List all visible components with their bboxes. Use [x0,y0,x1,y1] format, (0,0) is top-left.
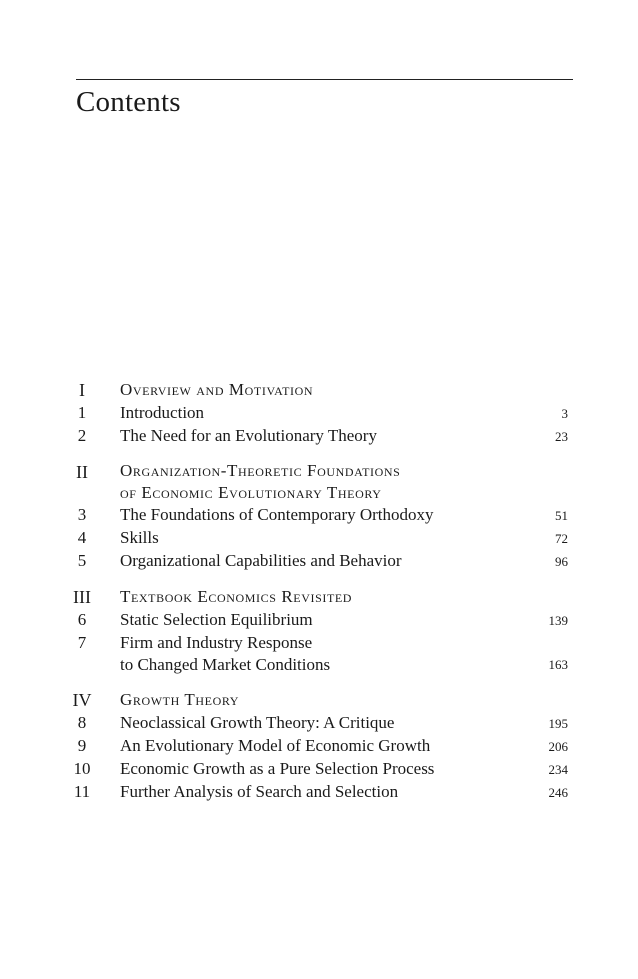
chapter-row [62,402,582,425]
chapter-number: 8 [77,713,87,732]
top-rule [76,79,573,80]
chapter-number: 3 [77,505,87,524]
chapter-title: Further Analysis of Search and Selection [120,782,399,801]
chapter-row [62,632,582,676]
chapter-title: The Foundations of Contemporary Orthodoxy [120,505,434,524]
chapter-title: Introduction [120,403,205,422]
chapter-number: 6 [77,610,87,629]
chapter-number: 10 [73,759,91,778]
chapter-row [62,425,582,448]
chapter-row [62,781,582,804]
part-numeral: I [79,380,85,400]
page-number: 234 [548,762,568,777]
page-title: Contents [76,86,181,118]
chapter-title: Economic Growth as a Pure Selection Process [120,759,435,778]
chapter-title: Firm and Industry Response to Changed Market Conditions [120,633,331,674]
chapter-title: Organizational Capabilities and Behavior [120,551,402,570]
table-of-contents [62,378,582,804]
part-title: Overview and Motivation [120,380,314,399]
part-title: Textbook Economics Revisited [120,587,353,606]
part-title: Organization-Theoretic Foundations of Economic Evolutionary Theory [120,461,401,502]
part-heading [62,460,582,504]
chapter-number: 5 [77,551,87,570]
page-number: 195 [548,716,568,731]
chapter-number: 11 [73,782,91,801]
page-number: 246 [548,785,568,800]
chapter-title: Neoclassical Growth Theory: A Critique [120,713,395,732]
page-number: 3 [561,406,568,421]
page-number: 51 [555,508,568,523]
part-title: Growth Theory [120,690,240,709]
chapter-title: An Evolutionary Model of Economic Growth [120,736,431,755]
part-numeral: IV [72,690,92,710]
page-number: 163 [548,657,568,672]
chapter-title: Skills [120,528,159,547]
part-numeral: III [73,587,91,607]
chapter-row [62,735,582,758]
part-heading [62,688,582,712]
chapter-number: 2 [77,426,87,445]
page-number: 206 [548,739,568,754]
chapter-row [62,712,582,735]
chapter-number: 1 [77,403,87,422]
chapter-row [62,550,582,573]
page-number: 96 [555,554,568,569]
part-numeral: II [76,462,88,482]
chapter-row [62,609,582,632]
page-number: 139 [548,613,568,628]
chapter-title: Static Selection Equilibrium [120,610,313,629]
page-number: 72 [555,531,568,546]
page-number: 23 [555,429,568,444]
part-heading [62,378,582,402]
chapter-number: 7 [77,633,87,652]
chapter-row [62,504,582,527]
chapter-row [62,527,582,550]
part-heading [62,585,582,609]
chapter-row [62,758,582,781]
chapter-number: 9 [77,736,87,755]
chapter-number: 4 [77,528,87,547]
chapter-title: The Need for an Evolutionary Theory [120,426,377,445]
